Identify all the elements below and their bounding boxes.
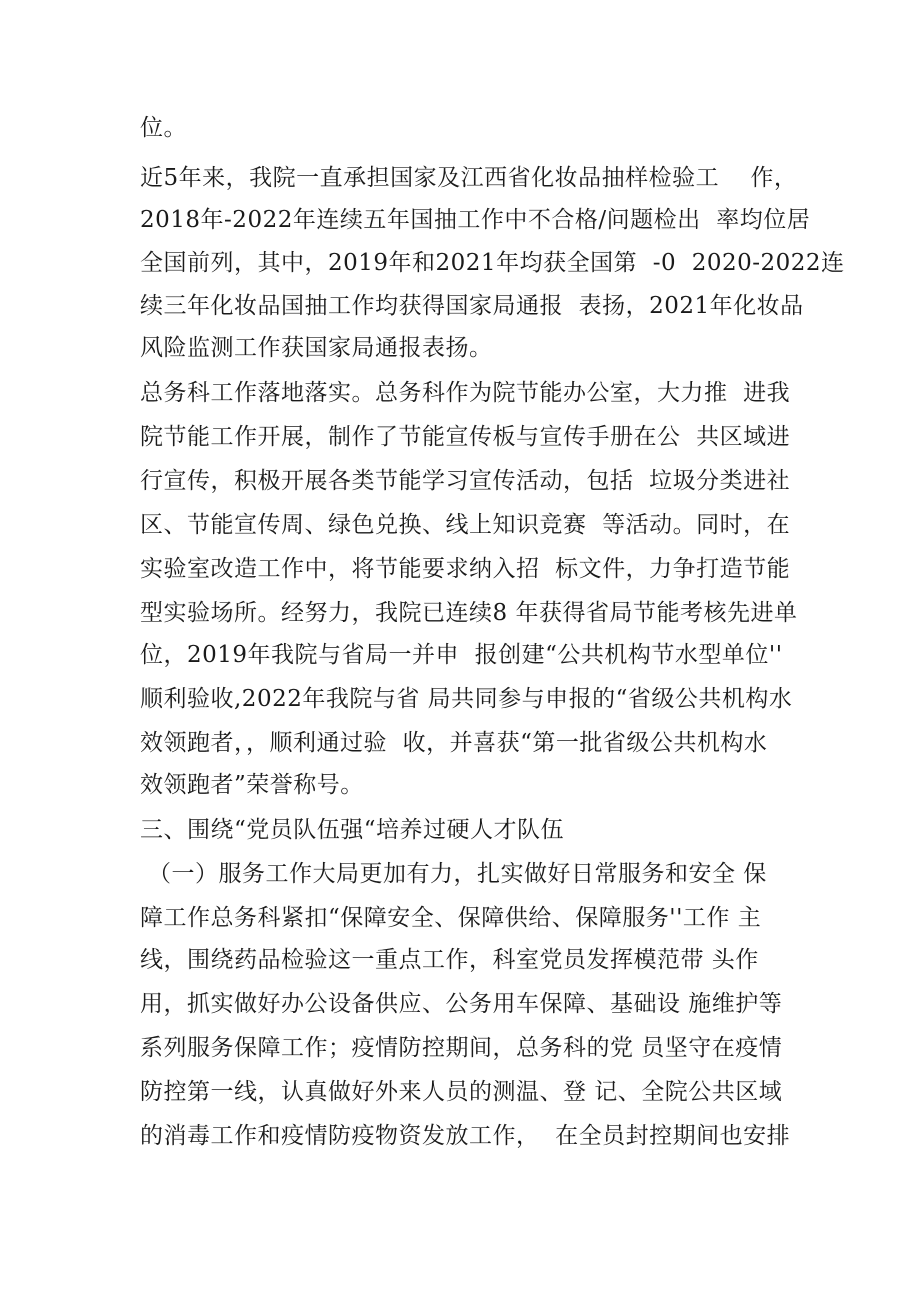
text-line: 线，围绕药品检验这一重点工作，科室党员发挥模范带 头作 (140, 947, 759, 973)
text-line: 防控第一线，认真做好外来人员的测温、登 记、全院公共区域 (140, 1079, 783, 1105)
section-heading: 三、围绕“党员队伍强“培养过硬人才队伍 (140, 817, 565, 843)
text-line: 风险监测工作获国家局通报表扬。 (140, 335, 493, 361)
text-line: 效领跑者”荣誉称号。 (140, 772, 364, 798)
text-line: 位。 (140, 115, 187, 141)
text-line: 总务科工作落地落实。总务科作为院节能办公室，大力推 进我 (140, 380, 791, 406)
text-line: 院节能工作开展，制作了节能宣传板与宣传手册在公 共区域进 (140, 424, 791, 450)
text-line: 系列服务保障工作；疫情防控期间，总务科的党 员坚守在疫情 (140, 1035, 783, 1061)
text-line: 效领跑者，，顺利通过验 收，并喜获“第一批省级公共机构水 (140, 730, 768, 756)
text-line: 的消毒工作和疫情防疫物资发放工作， 在全员封控期间也安排 (140, 1123, 791, 1149)
text-line: 续三年化妆品国抽工作均获得国家局通报 表扬，2021年化妆品 (140, 293, 804, 319)
text-line: 障工作总务科紧扣“保障安全、保障供给、保障服务''工作 主 (140, 905, 762, 931)
text-line: 近5年来，我院一直承担国家及江西省化妆品抽样检验工 作， (140, 165, 798, 191)
text-line: 型实验场所。经努力，我院已连续8 年获得省局节能考核先进单 (140, 600, 798, 626)
text-line: 行宣传，积极开展各类节能学习宣传活动，包括 垃圾分类进社 (140, 468, 791, 494)
text-line: （一）服务工作大局更加有力，扎实做好日常服务和安全 保 (148, 861, 767, 887)
text-line: 位，2019年我院与省局一并申 报创建“公共机构节水型单位'' (140, 642, 783, 668)
text-line: 实验室改造工作中，将节能要求纳入招 标文件，力争打造节能 (140, 556, 791, 582)
text-line: 2018年-2022年连续五年国抽工作中不合格/问题检出 率均位居 (140, 207, 811, 233)
text-line: 区、节能宣传周、绿色兑换、线上知识竞赛 等活动。同时，在 (140, 512, 791, 538)
text-line: 顺利验收,2022年我院与省 局共同参与申报的“省级公共机构水 (140, 686, 793, 712)
text-line: 全国前列，其中，2019年和2021年均获全国第 -0 2020-2022连 (140, 250, 845, 276)
text-line: 用，抓实做好办公设备供应、公务用车保障、基础设 施维护等 (140, 991, 783, 1017)
